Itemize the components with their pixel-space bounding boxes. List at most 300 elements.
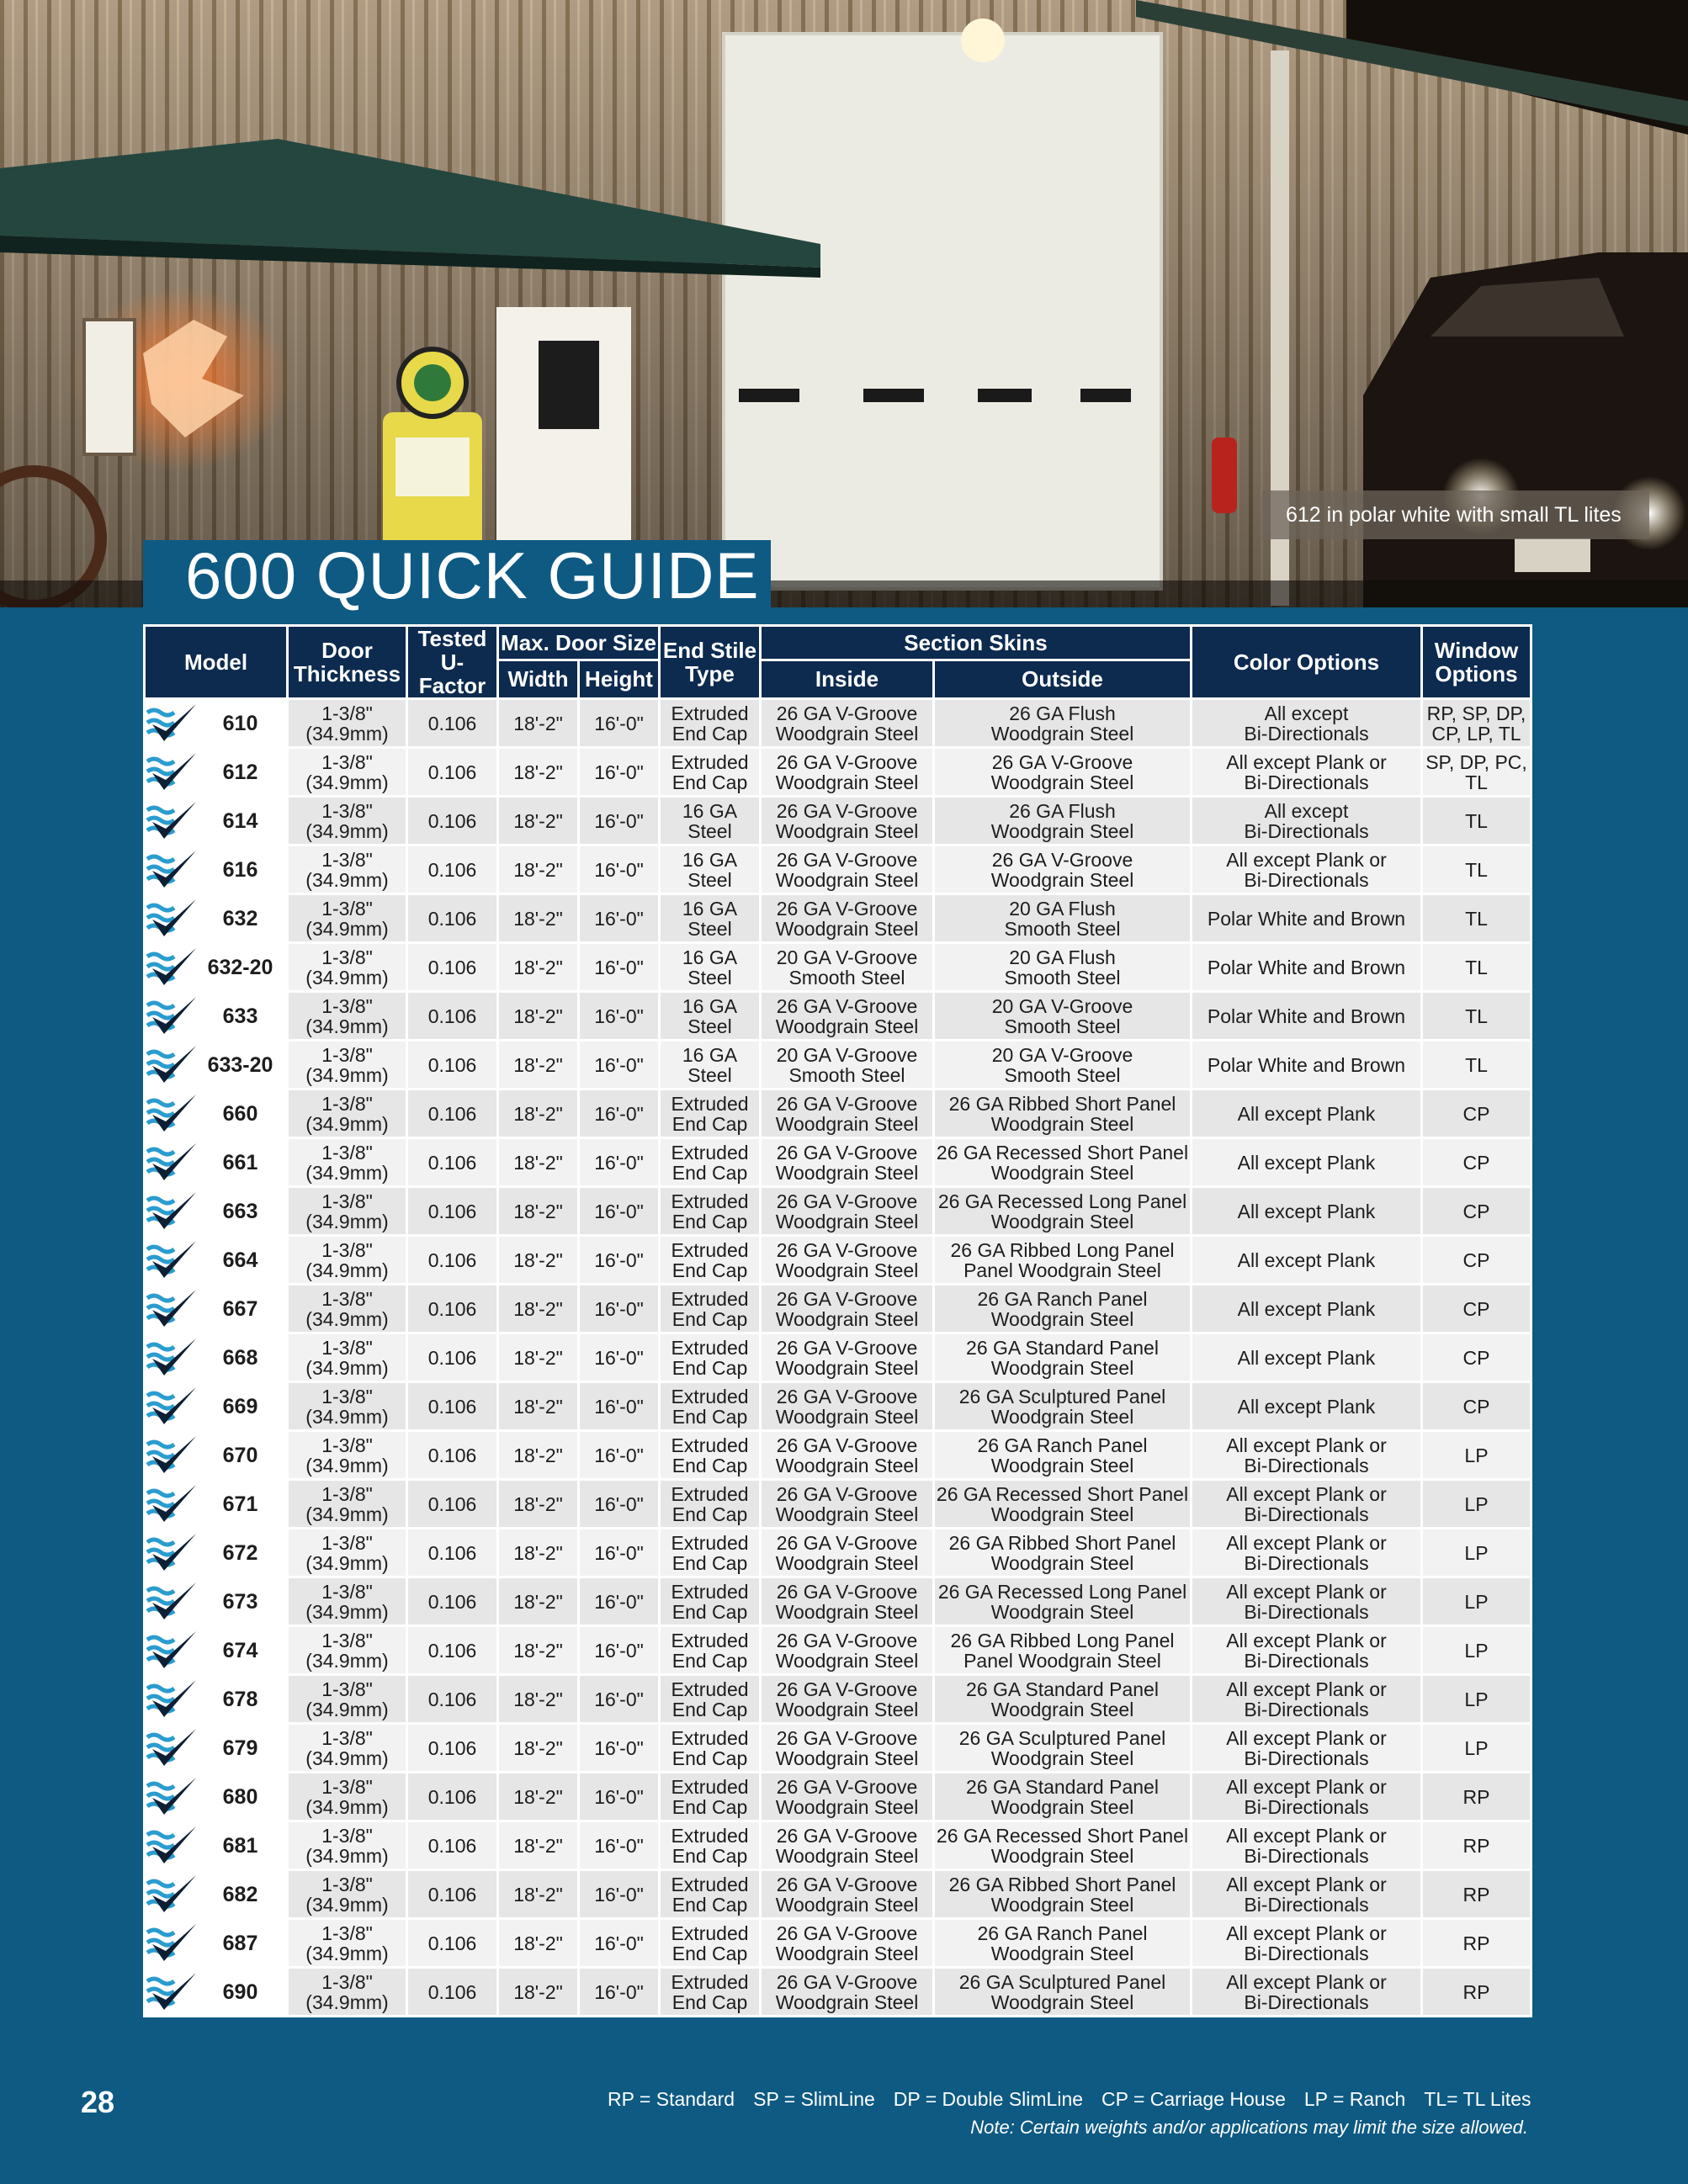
inside-skin-cell: 26 GA V-Groove Woodgrain Steel <box>761 894 934 943</box>
table-row <box>145 1675 1531 1724</box>
header-end-stile-type: End Stile Type <box>660 626 761 699</box>
end-stile-cell: 16 GA Steel <box>660 943 761 992</box>
header-outside: Outside <box>934 660 1192 698</box>
inside-skin-cell: 26 GA V-Groove Woodgrain Steel <box>761 748 934 797</box>
width-cell: 18'-2" <box>498 797 579 846</box>
model-number: 663 <box>222 1199 258 1223</box>
door-thickness-cell: 1-3/8" (34.9mm) <box>288 1773 407 1821</box>
model-number: 660 <box>222 1101 258 1126</box>
inside-skin-cell: 26 GA V-Groove Woodgrain Steel <box>761 1577 934 1626</box>
u-factor-cell: 0.106 <box>407 1821 498 1870</box>
outside-skin-cell: 26 GA Ribbed Short Panel Woodgrain Steel <box>934 1870 1192 1919</box>
inside-skin-cell: 26 GA V-Groove Woodgrain Steel <box>761 1675 934 1724</box>
color-options-cell: Polar White and Brown <box>1192 894 1422 943</box>
width-cell: 18'-2" <box>498 1773 579 1821</box>
inside-skin-cell: 26 GA V-Groove Woodgrain Steel <box>761 1480 934 1529</box>
header-width: Width <box>498 660 579 698</box>
width-cell: 18'-2" <box>498 846 579 894</box>
header-tested-u-factor: Tested U-Factor <box>407 626 498 699</box>
door-thickness-cell: 1-3/8" (34.9mm) <box>288 1577 407 1626</box>
outside-skin-cell: 26 GA Standard Panel Woodgrain Steel <box>934 1333 1192 1382</box>
width-cell: 18'-2" <box>498 1675 579 1724</box>
window-options-cell: RP <box>1422 1968 1531 2017</box>
model-number: 612 <box>222 760 258 784</box>
width-cell: 18'-2" <box>498 1089 579 1138</box>
outside-skin-cell: 26 GA Ribbed Short Panel Woodgrain Steel <box>934 1089 1192 1138</box>
model-cell <box>145 1675 288 1724</box>
model-number: 670 <box>222 1443 258 1467</box>
window-options-cell: TL <box>1422 846 1531 894</box>
outside-skin-cell: 20 GA V-Groove Smooth Steel <box>934 1041 1192 1089</box>
window-options-cell: TL <box>1422 894 1531 943</box>
u-factor-cell: 0.106 <box>407 797 498 846</box>
height-cell: 16'-0" <box>579 1529 660 1577</box>
width-cell: 18'-2" <box>498 1333 579 1382</box>
color-options-cell: All except Plank <box>1192 1187 1422 1236</box>
table-row <box>145 797 1531 846</box>
model-cell <box>145 1382 288 1431</box>
outside-skin-cell: 26 GA Recessed Short Panel Woodgrain Steel <box>934 1138 1192 1187</box>
width-cell: 18'-2" <box>498 1724 579 1773</box>
outside-skin-cell: 26 GA V-Groove Woodgrain Steel <box>934 846 1192 894</box>
header-max-door-size: Max. Door Size <box>498 626 660 660</box>
outside-skin-cell: 26 GA Ranch Panel Woodgrain Steel <box>934 1919 1192 1968</box>
door-thickness-cell: 1-3/8" (34.9mm) <box>288 1089 407 1138</box>
width-cell: 18'-2" <box>498 1236 579 1285</box>
model-cell <box>145 1041 288 1089</box>
model-number: 632 <box>222 906 258 930</box>
model-cell <box>145 1626 288 1675</box>
title-banner <box>143 540 771 611</box>
wave-check-icon <box>146 1482 199 1527</box>
door-thickness-cell: 1-3/8" (34.9mm) <box>288 846 407 894</box>
door-thickness-cell: 1-3/8" (34.9mm) <box>288 1236 407 1285</box>
window-options-cell: LP <box>1422 1675 1531 1724</box>
inside-skin-cell: 26 GA V-Groove Woodgrain Steel <box>761 1382 934 1431</box>
outside-skin-cell: 20 GA V-Groove Smooth Steel <box>934 992 1192 1041</box>
table-body <box>145 699 1531 2017</box>
table-row <box>145 1333 1531 1382</box>
wave-check-icon <box>146 994 199 1039</box>
color-options-cell: All except Bi-Directionals <box>1192 797 1422 846</box>
wave-check-icon <box>146 847 199 893</box>
model-number: 661 <box>222 1150 258 1174</box>
table-row <box>145 748 1531 797</box>
end-stile-cell: Extruded End Cap <box>660 1919 761 1968</box>
color-options-cell: All except Plank or Bi-Directionals <box>1192 1919 1422 1968</box>
width-cell: 18'-2" <box>498 992 579 1041</box>
table-row <box>145 1724 1531 1773</box>
u-factor-cell: 0.106 <box>407 1285 498 1333</box>
width-cell: 18'-2" <box>498 1187 579 1236</box>
wave-check-icon <box>146 1774 199 1820</box>
width-cell: 18'-2" <box>498 1285 579 1333</box>
inside-skin-cell: 26 GA V-Groove Woodgrain Steel <box>761 1431 934 1480</box>
window-options-cell: LP <box>1422 1480 1531 1529</box>
model-number: 667 <box>222 1296 258 1321</box>
model-cell <box>145 1333 288 1382</box>
outside-skin-cell: 26 GA Standard Panel Woodgrain Steel <box>934 1675 1192 1724</box>
table-row <box>145 894 1531 943</box>
door-thickness-cell: 1-3/8" (34.9mm) <box>288 748 407 797</box>
model-cell <box>145 1870 288 1919</box>
height-cell: 16'-0" <box>579 1285 660 1333</box>
width-cell: 18'-2" <box>498 1968 579 2017</box>
header-window-options: Window Options <box>1422 626 1531 699</box>
color-options-cell: All except Plank or Bi-Directionals <box>1192 1870 1422 1919</box>
model-number: 668 <box>222 1345 258 1370</box>
color-options-cell: All except Plank <box>1192 1138 1422 1187</box>
height-cell: 16'-0" <box>579 1626 660 1675</box>
end-stile-cell: Extruded End Cap <box>660 1480 761 1529</box>
window-options-cell: TL <box>1422 1041 1531 1089</box>
quick-guide-table <box>143 624 1532 2017</box>
table-row <box>145 1285 1531 1333</box>
u-factor-cell: 0.106 <box>407 1919 498 1968</box>
color-options-cell: All except Plank <box>1192 1382 1422 1431</box>
wave-check-icon <box>146 1042 199 1088</box>
model-number: 614 <box>222 808 258 833</box>
table-row <box>145 1187 1531 1236</box>
window-options-cell: RP <box>1422 1919 1531 1968</box>
color-options-cell: All except Bi-Directionals <box>1192 699 1422 748</box>
inside-skin-cell: 26 GA V-Groove Woodgrain Steel <box>761 1821 934 1870</box>
outside-skin-cell: 26 GA Ribbed Short Panel Woodgrain Steel <box>934 1529 1192 1577</box>
window-options-cell: CP <box>1422 1285 1531 1333</box>
color-options-cell: All except Plank <box>1192 1236 1422 1285</box>
u-factor-cell: 0.106 <box>407 748 498 797</box>
color-options-cell: Polar White and Brown <box>1192 1041 1422 1089</box>
u-factor-cell: 0.106 <box>407 1968 498 2017</box>
window-options-cell: RP <box>1422 1870 1531 1919</box>
width-cell: 18'-2" <box>498 1529 579 1577</box>
door-thickness-cell: 1-3/8" (34.9mm) <box>288 1626 407 1675</box>
model-number: 681 <box>222 1833 258 1858</box>
window-options-cell: LP <box>1422 1529 1531 1577</box>
model-cell <box>145 748 288 797</box>
wave-check-icon <box>146 1530 199 1576</box>
wave-check-icon <box>146 1823 199 1869</box>
inside-skin-cell: 20 GA V-Groove Smooth Steel <box>761 1041 934 1089</box>
u-factor-cell: 0.106 <box>407 1041 498 1089</box>
door-thickness-cell: 1-3/8" (34.9mm) <box>288 699 407 748</box>
header-height: Height <box>579 660 660 698</box>
model-cell <box>145 1480 288 1529</box>
outside-skin-cell: 26 GA Ribbed Long Panel Panel Woodgrain Steel <box>934 1626 1192 1675</box>
end-stile-cell: Extruded End Cap <box>660 1577 761 1626</box>
table-row <box>145 1821 1531 1870</box>
outside-skin-cell: 26 GA V-Groove Woodgrain Steel <box>934 748 1192 797</box>
wave-check-icon <box>146 1384 199 1429</box>
window-options-cell: CP <box>1422 1089 1531 1138</box>
table-row <box>145 1382 1531 1431</box>
height-cell: 16'-0" <box>579 1382 660 1431</box>
door-thickness-cell: 1-3/8" (34.9mm) <box>288 1333 407 1382</box>
door-thickness-cell: 1-3/8" (34.9mm) <box>288 797 407 846</box>
end-stile-cell: Extruded End Cap <box>660 1382 761 1431</box>
color-options-cell: All except Plank or Bi-Directionals <box>1192 1431 1422 1480</box>
u-factor-cell: 0.106 <box>407 1187 498 1236</box>
header-inside: Inside <box>761 660 934 698</box>
inside-skin-cell: 26 GA V-Groove Woodgrain Steel <box>761 992 934 1041</box>
size-note: Note: Certain weights and/or applications may limit the size allowed. <box>970 2117 1528 2138</box>
model-cell <box>145 992 288 1041</box>
model-number: 672 <box>222 1540 258 1565</box>
wave-check-icon <box>146 1872 199 1917</box>
height-cell: 16'-0" <box>579 1821 660 1870</box>
page-number: 28 <box>81 2085 115 2119</box>
height-cell: 16'-0" <box>579 943 660 992</box>
model-number: 678 <box>222 1687 258 1711</box>
color-options-cell: All except Plank or Bi-Directionals <box>1192 1724 1422 1773</box>
height-cell: 16'-0" <box>579 1773 660 1821</box>
table-row <box>145 1480 1531 1529</box>
wave-check-icon <box>146 1433 199 1478</box>
wave-check-icon <box>146 1286 199 1332</box>
end-stile-cell: 16 GA Steel <box>660 1041 761 1089</box>
table-row <box>145 992 1531 1041</box>
window-options-cell: LP <box>1422 1626 1531 1675</box>
model-number: 610 <box>222 711 258 735</box>
door-thickness-cell: 1-3/8" (34.9mm) <box>288 1870 407 1919</box>
window-options-cell: RP <box>1422 1821 1531 1870</box>
color-options-cell: All except Plank <box>1192 1333 1422 1382</box>
width-cell: 18'-2" <box>498 1041 579 1089</box>
outside-skin-cell: 26 GA Sculptured Panel Woodgrain Steel <box>934 1382 1192 1431</box>
u-factor-cell: 0.106 <box>407 992 498 1041</box>
end-stile-cell: Extruded End Cap <box>660 1968 761 2017</box>
photo-caption: 612 in polar white with small TL lites <box>1262 490 1649 539</box>
color-options-cell: Polar White and Brown <box>1192 992 1422 1041</box>
model-cell <box>145 1821 288 1870</box>
end-stile-cell: Extruded End Cap <box>660 1236 761 1285</box>
inside-skin-cell: 26 GA V-Groove Woodgrain Steel <box>761 1773 934 1821</box>
color-options-cell: All except Plank or Bi-Directionals <box>1192 1773 1422 1821</box>
model-cell <box>145 943 288 992</box>
height-cell: 16'-0" <box>579 846 660 894</box>
window-options-cell: LP <box>1422 1724 1531 1773</box>
width-cell: 18'-2" <box>498 1919 579 1968</box>
inside-skin-cell: 26 GA V-Groove Woodgrain Steel <box>761 1529 934 1577</box>
inside-skin-cell: 26 GA V-Groove Woodgrain Steel <box>761 846 934 894</box>
width-cell: 18'-2" <box>498 1821 579 1870</box>
table-row <box>145 699 1531 748</box>
table-row <box>145 1577 1531 1626</box>
width-cell: 18'-2" <box>498 1431 579 1480</box>
color-options-cell: All except Plank or Bi-Directionals <box>1192 1675 1422 1724</box>
outside-skin-cell: 26 GA Recessed Short Panel Woodgrain Steel <box>934 1480 1192 1529</box>
color-options-cell: All except Plank or Bi-Directionals <box>1192 748 1422 797</box>
width-cell: 18'-2" <box>498 748 579 797</box>
wave-check-icon <box>146 750 199 795</box>
legend-item: RP = Standard <box>608 2088 735 2110</box>
outside-skin-cell: 26 GA Standard Panel Woodgrain Steel <box>934 1773 1192 1821</box>
end-stile-cell: 16 GA Steel <box>660 846 761 894</box>
window-options-cell: CP <box>1422 1236 1531 1285</box>
wave-check-icon <box>146 1725 199 1771</box>
model-number: 674 <box>222 1638 258 1662</box>
window-options-cell: TL <box>1422 943 1531 992</box>
u-factor-cell: 0.106 <box>407 1089 498 1138</box>
outside-skin-cell: 26 GA Flush Woodgrain Steel <box>934 797 1192 846</box>
door-thickness-cell: 1-3/8" (34.9mm) <box>288 1480 407 1529</box>
model-number: 664 <box>222 1248 258 1272</box>
color-options-cell: Polar White and Brown <box>1192 943 1422 992</box>
model-cell <box>145 1773 288 1821</box>
door-thickness-cell: 1-3/8" (34.9mm) <box>288 1041 407 1089</box>
outside-skin-cell: 26 GA Ranch Panel Woodgrain Steel <box>934 1285 1192 1333</box>
door-thickness-cell: 1-3/8" (34.9mm) <box>288 1675 407 1724</box>
model-cell <box>145 1919 288 1968</box>
model-cell <box>145 1236 288 1285</box>
inside-skin-cell: 26 GA V-Groove Woodgrain Steel <box>761 1138 934 1187</box>
end-stile-cell: 16 GA Steel <box>660 894 761 943</box>
end-stile-cell: Extruded End Cap <box>660 1870 761 1919</box>
color-options-cell: All except Plank or Bi-Directionals <box>1192 846 1422 894</box>
door-thickness-cell: 1-3/8" (34.9mm) <box>288 894 407 943</box>
inside-skin-cell: 26 GA V-Groove Woodgrain Steel <box>761 1333 934 1382</box>
end-stile-cell: Extruded End Cap <box>660 1187 761 1236</box>
u-factor-cell: 0.106 <box>407 1138 498 1187</box>
inside-skin-cell: 26 GA V-Groove Woodgrain Steel <box>761 1089 934 1138</box>
height-cell: 16'-0" <box>579 1724 660 1773</box>
window-options-cell: TL <box>1422 992 1531 1041</box>
height-cell: 16'-0" <box>579 1041 660 1089</box>
height-cell: 16'-0" <box>579 992 660 1041</box>
wave-check-icon <box>146 1238 199 1283</box>
width-cell: 18'-2" <box>498 699 579 748</box>
door-thickness-cell: 1-3/8" (34.9mm) <box>288 1431 407 1480</box>
model-number: 632-20 <box>207 955 273 979</box>
color-options-cell: All except Plank or Bi-Directionals <box>1192 1577 1422 1626</box>
u-factor-cell: 0.106 <box>407 1626 498 1675</box>
u-factor-cell: 0.106 <box>407 1773 498 1821</box>
model-number: 690 <box>222 1980 258 2004</box>
inside-skin-cell: 26 GA V-Groove Woodgrain Steel <box>761 797 934 846</box>
legend-item: LP = Ranch <box>1303 2088 1406 2110</box>
wave-check-icon <box>146 701 199 746</box>
model-number: 671 <box>222 1492 258 1516</box>
end-stile-cell: Extruded End Cap <box>660 1773 761 1821</box>
window-options-cell: TL <box>1422 797 1531 846</box>
table-row <box>145 1431 1531 1480</box>
model-number: 680 <box>222 1784 258 1809</box>
door-thickness-cell: 1-3/8" (34.9mm) <box>288 992 407 1041</box>
inside-skin-cell: 26 GA V-Groove Woodgrain Steel <box>761 1870 934 1919</box>
height-cell: 16'-0" <box>579 1333 660 1382</box>
model-number: 673 <box>222 1589 258 1614</box>
outside-skin-cell: 20 GA Flush Smooth Steel <box>934 894 1192 943</box>
outside-skin-cell: 26 GA Recessed Long Panel Woodgrain Steel <box>934 1187 1192 1236</box>
width-cell: 18'-2" <box>498 894 579 943</box>
window-options-cell: CP <box>1422 1382 1531 1431</box>
window-options-cell: LP <box>1422 1431 1531 1480</box>
height-cell: 16'-0" <box>579 894 660 943</box>
end-stile-cell: Extruded End Cap <box>660 1675 761 1724</box>
window-options-cell: CP <box>1422 1333 1531 1382</box>
window-options-cell: SP, DP, PC, TL <box>1422 748 1531 797</box>
height-cell: 16'-0" <box>579 699 660 748</box>
wave-check-icon <box>146 945 199 990</box>
height-cell: 16'-0" <box>579 1577 660 1626</box>
legend-item: TL= TL Lites <box>1424 2088 1531 2110</box>
color-options-cell: All except Plank or Bi-Directionals <box>1192 1821 1422 1870</box>
model-cell <box>145 1089 288 1138</box>
outside-skin-cell: 26 GA Recessed Short Panel Woodgrain Steel <box>934 1821 1192 1870</box>
inside-skin-cell: 26 GA V-Groove Woodgrain Steel <box>761 1285 934 1333</box>
wave-check-icon <box>146 1140 199 1185</box>
u-factor-cell: 0.106 <box>407 894 498 943</box>
outside-skin-cell: 26 GA Recessed Long Panel Woodgrain Steel <box>934 1577 1192 1626</box>
window-options-cell: CP <box>1422 1187 1531 1236</box>
wave-check-icon <box>146 1628 199 1673</box>
width-cell: 18'-2" <box>498 1382 579 1431</box>
table-row <box>145 1919 1531 1968</box>
model-cell <box>145 797 288 846</box>
u-factor-cell: 0.106 <box>407 846 498 894</box>
door-thickness-cell: 1-3/8" (34.9mm) <box>288 1968 407 2017</box>
end-stile-cell: 16 GA Steel <box>660 992 761 1041</box>
width-cell: 18'-2" <box>498 1480 579 1529</box>
door-thickness-cell: 1-3/8" (34.9mm) <box>288 943 407 992</box>
end-stile-cell: 16 GA Steel <box>660 797 761 846</box>
height-cell: 16'-0" <box>579 748 660 797</box>
inside-skin-cell: 26 GA V-Groove Woodgrain Steel <box>761 1236 934 1285</box>
inside-skin-cell: 20 GA V-Groove Smooth Steel <box>761 943 934 992</box>
model-number: 633-20 <box>207 1052 273 1077</box>
wave-check-icon <box>146 1335 199 1381</box>
u-factor-cell: 0.106 <box>407 1236 498 1285</box>
end-stile-cell: Extruded End Cap <box>660 1821 761 1870</box>
table-row <box>145 846 1531 894</box>
height-cell: 16'-0" <box>579 1187 660 1236</box>
header-door-thickness: Door Thickness <box>288 626 407 699</box>
u-factor-cell: 0.106 <box>407 943 498 992</box>
end-stile-cell: Extruded End Cap <box>660 1333 761 1382</box>
inside-skin-cell: 26 GA V-Groove Woodgrain Steel <box>761 1187 934 1236</box>
header-section-skins: Section Skins <box>761 626 1192 660</box>
window-options-cell: LP <box>1422 1577 1531 1626</box>
height-cell: 16'-0" <box>579 1919 660 1968</box>
color-options-cell: All except Plank or Bi-Directionals <box>1192 1480 1422 1529</box>
model-cell <box>145 1285 288 1333</box>
model-cell <box>145 1577 288 1626</box>
door-thickness-cell: 1-3/8" (34.9mm) <box>288 1187 407 1236</box>
end-stile-cell: Extruded End Cap <box>660 748 761 797</box>
end-stile-cell: Extruded End Cap <box>660 1431 761 1480</box>
height-cell: 16'-0" <box>579 1480 660 1529</box>
model-number: 682 <box>222 1882 258 1906</box>
outside-skin-cell: 26 GA Sculptured Panel Woodgrain Steel <box>934 1724 1192 1773</box>
width-cell: 18'-2" <box>498 943 579 992</box>
u-factor-cell: 0.106 <box>407 1675 498 1724</box>
color-options-cell: All except Plank or Bi-Directionals <box>1192 1529 1422 1577</box>
inside-skin-cell: 26 GA V-Groove Woodgrain Steel <box>761 1919 934 1968</box>
window-options-legend <box>589 2088 1531 2111</box>
model-cell <box>145 894 288 943</box>
table-row <box>145 1529 1531 1577</box>
height-cell: 16'-0" <box>579 1968 660 2017</box>
inside-skin-cell: 26 GA V-Groove Woodgrain Steel <box>761 1626 934 1675</box>
color-options-cell: All except Plank or Bi-Directionals <box>1192 1626 1422 1675</box>
wave-check-icon <box>146 1091 199 1137</box>
legend-item: SP = SlimLine <box>753 2088 875 2110</box>
end-stile-cell: Extruded End Cap <box>660 699 761 748</box>
model-cell <box>145 1968 288 2017</box>
outside-skin-cell: 26 GA Ranch Panel Woodgrain Steel <box>934 1431 1192 1480</box>
page-title: 600 QUICK GUIDE <box>185 538 760 612</box>
inside-skin-cell: 26 GA V-Groove Woodgrain Steel <box>761 699 934 748</box>
